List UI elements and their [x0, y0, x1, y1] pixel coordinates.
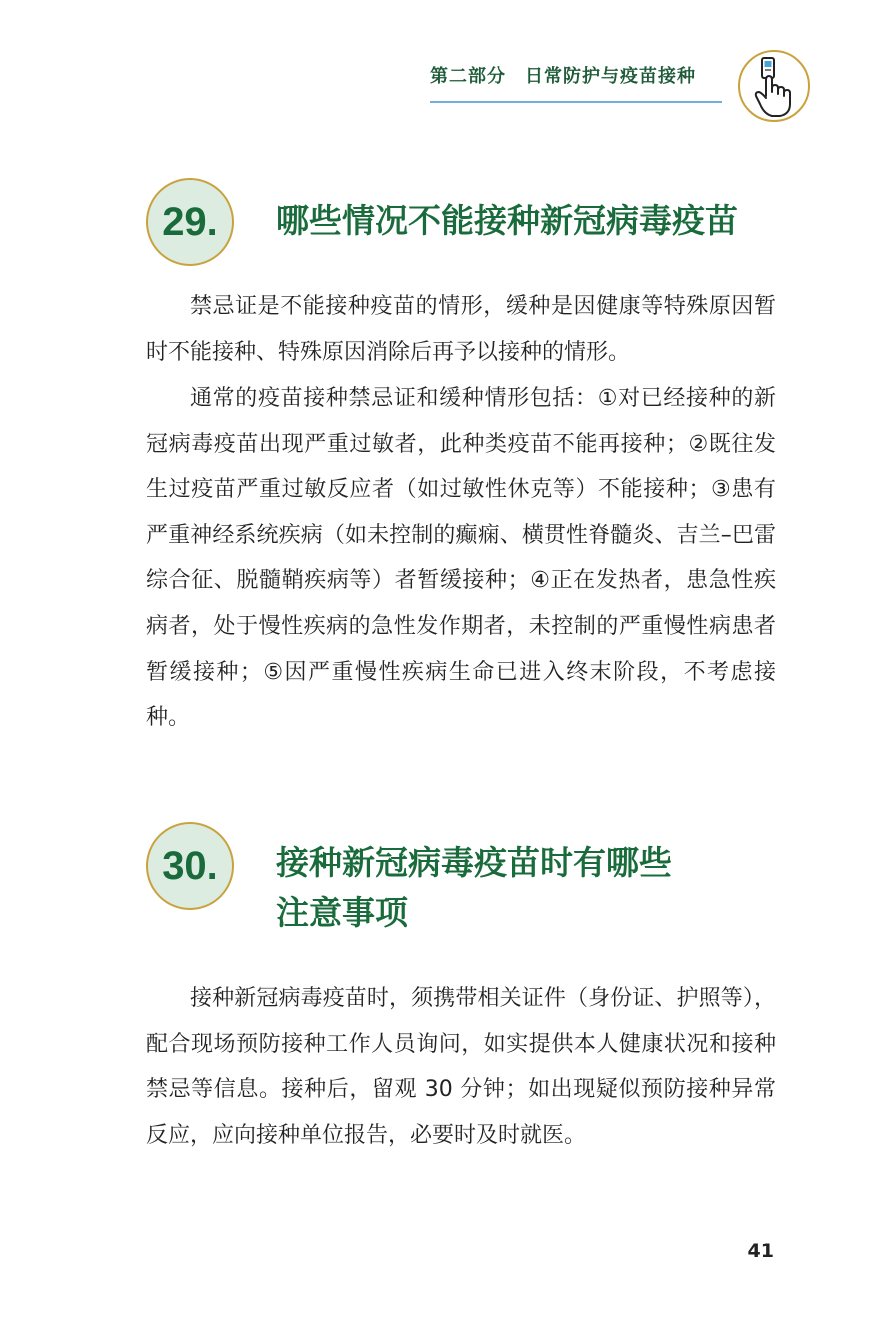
body-paragraph: 通常的疫苗接种禁忌证和缓种情形包括：①对已经接种的新冠病毒疫苗出现严重过敏者，此种类疫苗不能再接种；②既往发生过疫苗严重过敏反应者（如过敏性休克等）不能接种；③患有严重神经系统疾病（如未控制的癫痫、横贯性脊髓炎、吉兰–巴雷综合征、脱髓鞘疾病等）者暂缓接种；④正在发热者，患急性疾病者，处于慢性疾病的急性发作期者，未控制的严重慢性病患者暂缓接种；⑤因严重慢性疾病生命已进入终末阶段，不考虑接种。 — [146, 386, 776, 731]
question-title — [276, 838, 672, 938]
header-divider — [430, 101, 722, 103]
question-number: 29. — [162, 199, 218, 244]
section-header-title: 第二部分 日常防护与疫苗接种 — [430, 66, 696, 87]
question-title-line: 哪些情况不能接种新冠病毒疫苗 — [276, 201, 738, 240]
question-title-line: 注意事项 — [276, 893, 408, 932]
question-number: 30. — [162, 843, 218, 888]
page-number: 41 — [747, 1240, 774, 1262]
question-number-badge — [146, 822, 234, 910]
hand-tapping-phone-icon — [738, 50, 810, 122]
question-number-badge — [146, 178, 234, 266]
body-paragraph: 接种新冠病毒疫苗时，须携带相关证件（身份证、护照等），配合现场预防接种工作人员询问，如实提供本人健康状况和接种禁忌等信息。接种后，留观 30 分钟；如出现疑似预防接种异常反应，应向接种单位报告，必要时及时就医。 — [146, 986, 776, 1148]
question-title — [276, 196, 738, 246]
body-paragraph: 禁忌证是不能接种疫苗的情形，缓种是因健康等特殊原因暂时不能接种、特殊原因消除后再予以接种的情形。 — [146, 294, 776, 365]
question-title-line: 接种新冠病毒疫苗时有哪些 — [276, 843, 672, 882]
